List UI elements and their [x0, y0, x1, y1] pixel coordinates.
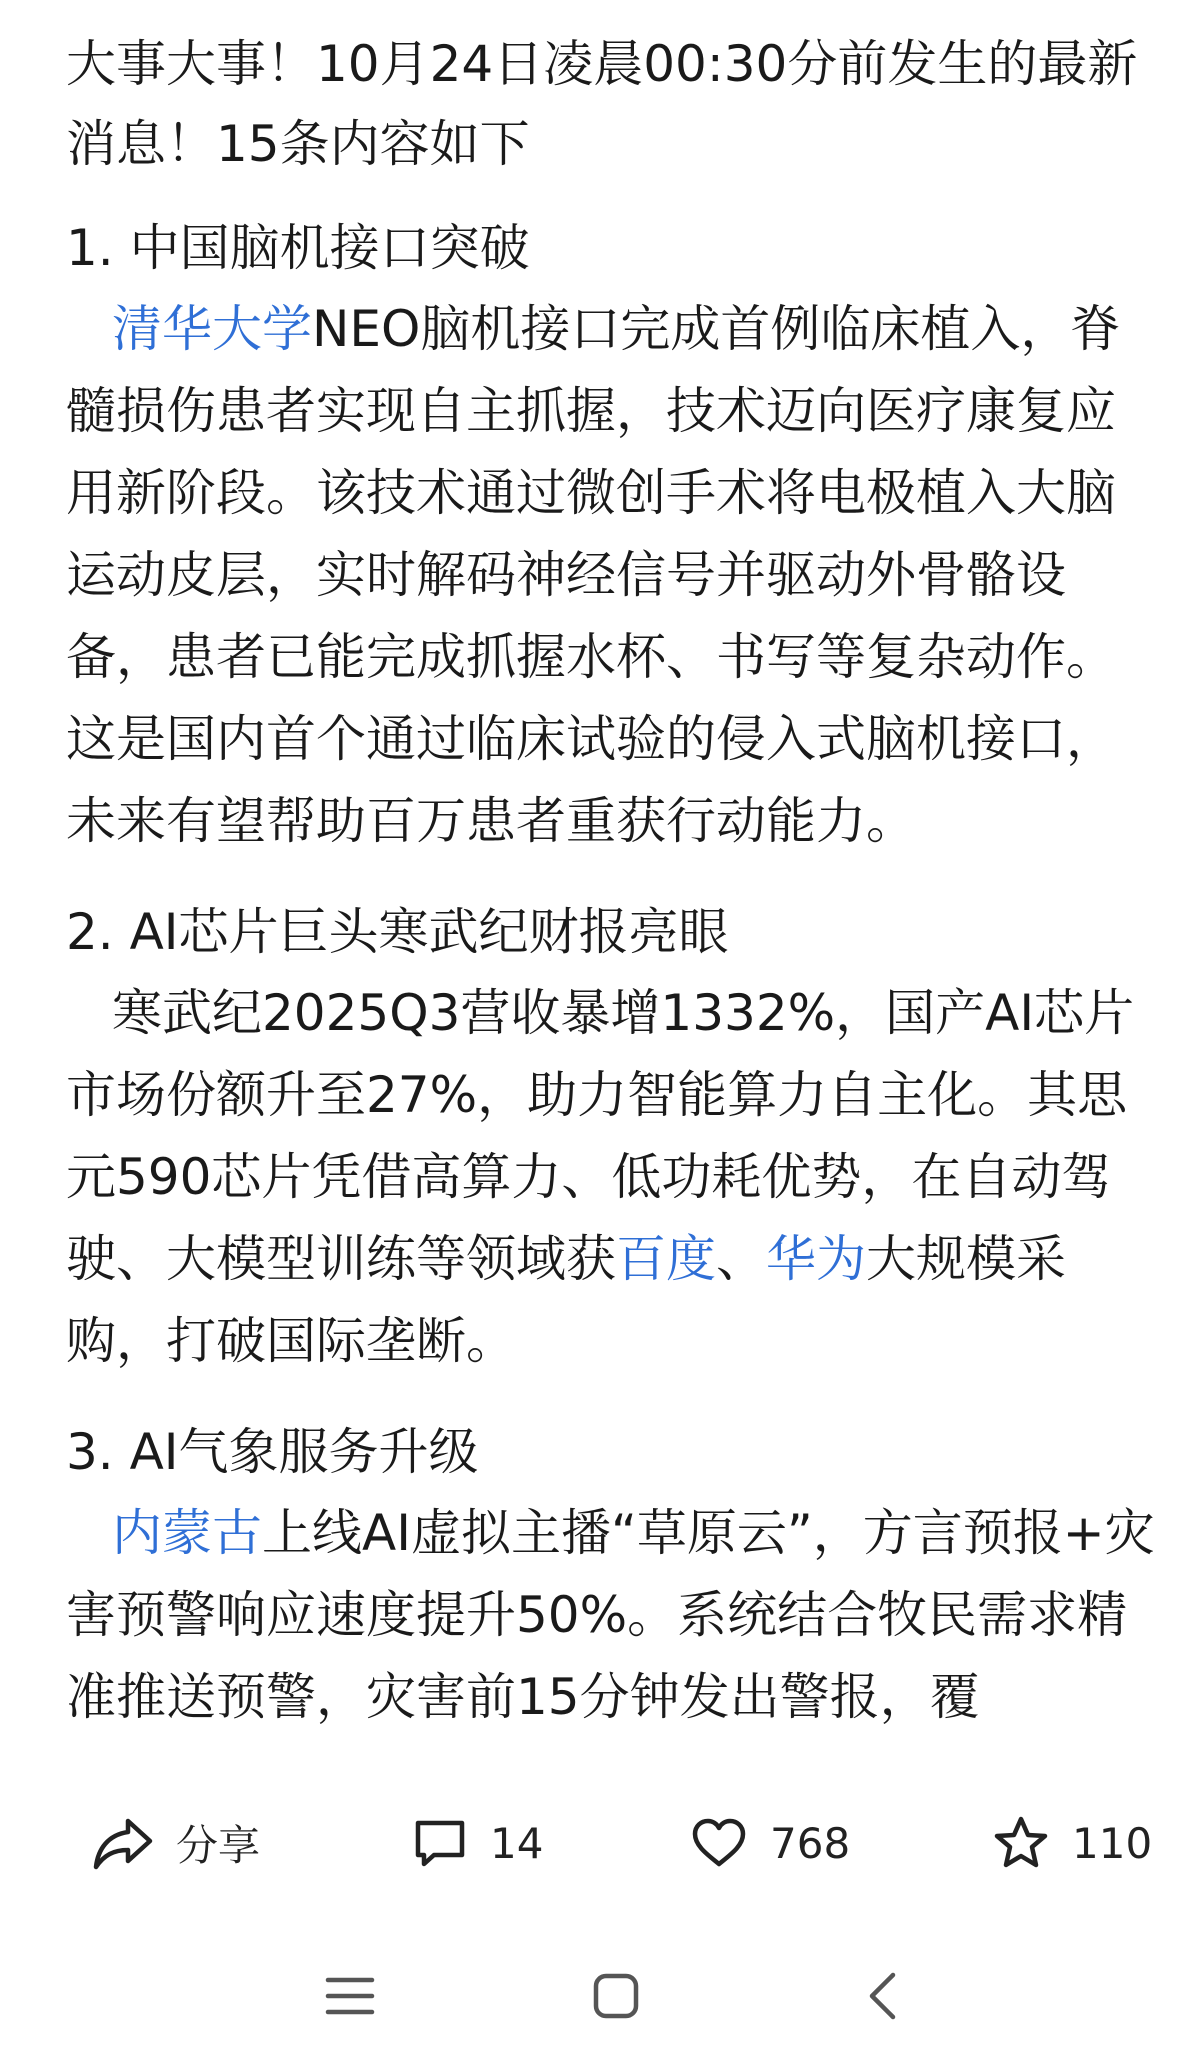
like-button[interactable]	[690, 1758, 850, 1928]
news-item-title: 2. AI芯片巨头寒武纪财报亮眼	[66, 903, 729, 961]
body-text: 大规模采购，打破国际垄断。	[66, 1230, 1066, 1370]
comment-count: 14	[490, 1818, 544, 1868]
comment-button[interactable]	[412, 1758, 543, 1928]
body-text: NEO脑机接口完成首例临床植入，脊髓损伤患者实现自主抓握，技术迈向医疗康复应用新阶段。该技术通过微创手术将电极植入大脑运动皮层，实时解码神经信号并驱动外骨骼设备，患者已能完成抓握水杯、书写等复杂动作。这是国内首个通过临床试验的侵入式脑机接口，未来有望帮助百万患者重获行动能力。	[66, 300, 1121, 850]
news-item-title: 3. AI气象服务升级	[66, 1423, 479, 1481]
home-icon	[592, 1972, 640, 2024]
share-icon	[92, 1815, 154, 1871]
like-count: 768	[770, 1818, 851, 1868]
comment-icon	[412, 1817, 468, 1869]
huawei-link[interactable]: 华为	[766, 1230, 866, 1288]
body-text: 上线AI虚拟主播“草原云”，方言预报+灾害预警响应速度提升50%。系统结合牧民需求精准推送预警，灾害前15分钟发出警报，覆	[66, 1504, 1155, 1726]
home-button[interactable]	[586, 1968, 646, 2028]
tsinghua-link[interactable]: 清华大学	[112, 300, 312, 358]
body-text: 寒武纪2025Q3营收暴增1332%，国产AI芯片市场份额升至27%，助力智能算力自主化。其思元590芯片凭借高算力、低功耗优势，在自动驾驶、大模型训练等领域获	[66, 984, 1135, 1288]
news-item-body	[66, 1492, 1164, 1738]
news-item-1	[66, 208, 1164, 862]
body-text: 、	[716, 1230, 766, 1288]
inner-mongolia-link[interactable]: 内蒙古	[112, 1504, 262, 1562]
news-item-body	[66, 972, 1164, 1382]
favorite-count: 110	[1072, 1818, 1153, 1868]
share-label: 分享	[176, 1821, 261, 1870]
star-icon	[992, 1815, 1050, 1871]
menu-icon	[325, 1974, 375, 2022]
back-icon	[865, 1971, 899, 2025]
share-button[interactable]	[92, 1758, 260, 1928]
baidu-link[interactable]: 百度	[616, 1230, 716, 1288]
news-item-2	[66, 892, 1164, 1382]
back-button[interactable]	[852, 1968, 912, 2028]
news-item-title: 1. 中国脑机接口突破	[66, 219, 530, 277]
system-navigation-bar	[0, 1928, 1204, 2066]
post-intro: 大事大事！10月24日凌晨00:30分前发生的最新消息！15条内容如下	[66, 35, 1138, 173]
news-item-3	[66, 1412, 1164, 1738]
post-action-bar	[0, 1758, 1204, 1928]
menu-button[interactable]	[320, 1968, 380, 2028]
favorite-button[interactable]	[992, 1758, 1152, 1928]
news-item-body	[66, 288, 1164, 862]
heart-icon	[690, 1817, 748, 1869]
